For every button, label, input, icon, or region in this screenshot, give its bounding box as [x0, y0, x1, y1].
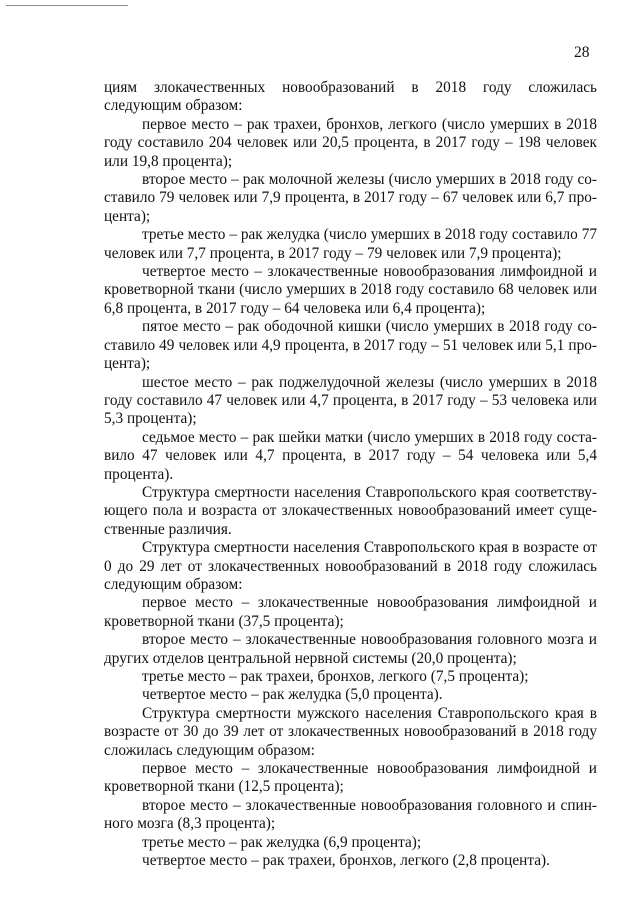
- page-number: 28: [574, 44, 590, 61]
- paragraph: третье место – рак трахеи, бронхов, легкого (7,5 процента);: [142, 668, 529, 685]
- paragraph: третье место – рак желудка (6,9 процента);: [142, 833, 422, 851]
- paragraph: четвертое место – рак желудка (5,0 процента).: [142, 686, 443, 704]
- paragraph: первое место – злокачественные новообразования лимфоидной и кроветворной ткани (12,5 процента);: [104, 760, 597, 796]
- paragraph: второе место – злокачественные новообразования головного и спинного мозга (8,3 процента);: [104, 796, 597, 833]
- paragraph: четвертое место – рак трахеи, бронхов, легкого (2,8 процента).: [142, 852, 550, 870]
- paragraph: седьмое место – рак шейки матки (число умерших в 2018 году составило 47 человек или 4,7 процента, в 2017 году – 54 человека или 5,4 процента).: [104, 428, 597, 483]
- paragraph: третье место – рак желудка (число умерших в 2018 году составило 77 человек или 7,7 процента, в 2017 году – 79 человек или 7,9 процента);: [104, 226, 597, 262]
- paragraph: четвертое место – злокачественные новообразования лимфоидной и кроветворной ткани (число умерших в 2018 году составило 68 человек или 6,8 процента, в 2017 году – 64 человека или 6,4 процента);: [104, 263, 597, 317]
- scan-edge-line: [6, 5, 128, 6]
- paragraph: Структура смертности населения Ставропольского края соответствующего пола и возраста от злокачественных новообразований имеет существенные различия.: [104, 483, 597, 538]
- paragraph: пятое место – рак ободочной кишки (число умерших в 2018 году составило 49 человек или 4,9 процента, в 2017 году – 51 человек или 5,1 процента);: [104, 318, 597, 373]
- paragraph: второе место – рак молочной железы (число умерших в 2018 году составило 79 человек или 7,9 процента, в 2017 году – 67 человек или 6,7 процента);: [104, 171, 597, 225]
- paragraph: первое место – злокачественные новообразования лимфоидной и кроветворной ткани (37,5 процента);: [104, 594, 597, 630]
- paragraph: Структура смертности населения Ставропольского края в возрасте от 0 до 29 лет от злокачественных новообразований в 2018 году сложилась следующим образом:: [104, 539, 597, 593]
- paragraph: шестое место – рак поджелудочной железы (число умерших в 2018 году составило 47 человек или 4,7 процента, в 2017 году – 53 человека или 5,3 процента);: [104, 373, 597, 428]
- paragraph: первое место – рак трахеи, бронхов, легкого (число умерших в 2018 году составило 204 человек или 20,5 процента, в 2017 году – 198 человек или 19,8 процента);: [104, 115, 597, 170]
- paragraph: Структура смертности мужского населения Ставропольского края в возрасте от 30 до 39 лет от злокачественных новообразований в 2018 году сложилась следующим образом:: [104, 704, 597, 759]
- body-text: [104, 79, 597, 870]
- paragraph: второе место – злокачественные новообразования головного мозга и других отделов центральной нервной системы (20,0 процента);: [104, 631, 597, 667]
- paragraph: циям злокачественных новообразований в 2018 году сложилась следующим образом:: [104, 79, 597, 115]
